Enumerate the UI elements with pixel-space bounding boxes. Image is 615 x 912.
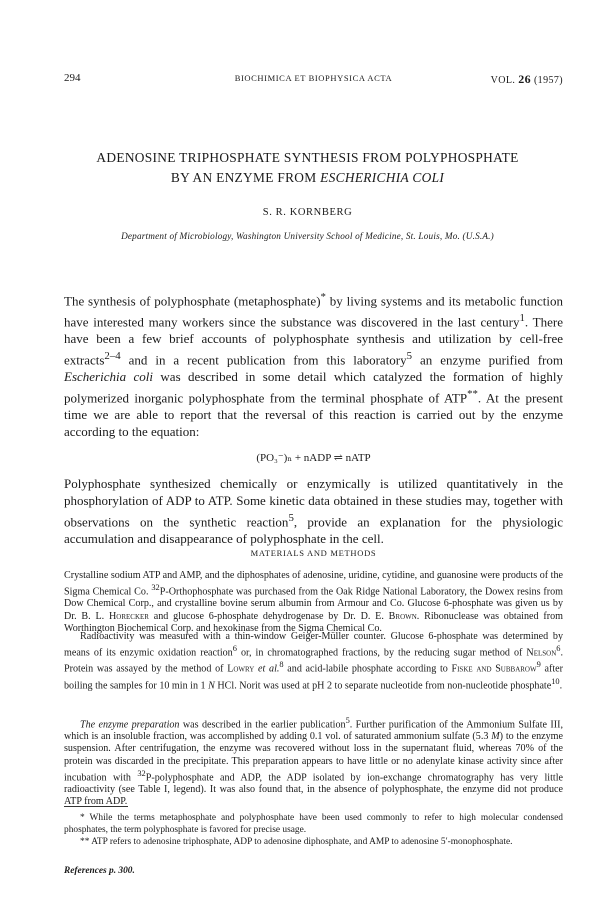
unit-normality: N: [208, 680, 215, 692]
footnote-2: ** ATP refers to adenosine triphosphate, ADP to adenosine diphosphate, and AMP to adenosine 5′-monophosphate.: [80, 837, 513, 847]
isotope-mass: 32: [137, 768, 146, 778]
methods-paragraph-2: [64, 631, 563, 692]
author-affiliation: Department of Microbiology, Washington University School of Medicine, St. Louis, Mo. (U.S.A.): [121, 231, 494, 241]
text-run: and acid-labile phosphate according to: [283, 663, 452, 675]
references-pointer: References p. 300.: [64, 866, 135, 876]
text-run: by living systems and its metabolic function have interested many workers since the substance was discovered in the last century: [64, 293, 564, 330]
volume-info: [491, 72, 563, 87]
run-in-heading: The enzyme preparation: [80, 719, 180, 731]
text-run: .: [559, 680, 563, 692]
person-name: Horecker: [108, 610, 149, 622]
article-title: [40, 148, 575, 188]
section-heading: MATERIALS AND METHODS: [250, 548, 377, 558]
citation: 6: [556, 644, 561, 654]
et-al: et al.: [254, 663, 280, 675]
person-name: Fiske and Subbarow: [451, 663, 537, 675]
citation: 9: [536, 660, 541, 670]
text-run: ) to the enzyme suspension. After centrifugation, the enzyme was recovered without loss in the supernatant fluid, whereas 70% of the protein was discarded in the precipitate. This preparation appears to have little or no adenylate kinase activity since after incubation with: [64, 731, 563, 783]
person-name: Lowry: [227, 663, 255, 675]
reaction-equation: (PO₃⁻)ₙ + nADP ⇌ nATP: [256, 452, 371, 464]
intro-paragraph-2: [64, 476, 563, 548]
text-run: . Protein was assayed by the method of: [64, 647, 563, 675]
text-run: was described in some detail which catalyzed the formation of highly polymerized inorganic polyphosphate from the terminal phosphate of ATP: [64, 369, 563, 406]
text-run: an enzyme purified from: [412, 352, 563, 368]
footnote-marker: **: [467, 387, 478, 400]
title-line-2-prefix: BY AN ENZYME FROM: [170, 170, 321, 185]
unit-molarity: M: [491, 731, 500, 743]
text-run: after boiling the samples for 10 min in 1: [64, 663, 563, 692]
author-name: S. R. KORNBERG: [262, 207, 353, 218]
citation: 5: [406, 350, 413, 363]
text-run: Polyphosphate synthesized chemically or enzymically is utilized quantitatively in the phosphorylation of ADP to ATP. Some kinetic data obtained in these studies may, together with observations on the synthetic reaction: [64, 476, 563, 529]
running-header: [64, 72, 563, 86]
isotope-mass: 32: [151, 583, 160, 593]
volume-year: (1957): [533, 75, 563, 86]
text-run: The synthesis of polyphosphate (metaphosphate): [64, 293, 321, 309]
text-run: P-polyphosphate and ADP, the ADP isolated by ion-exchange chromatography has very little radioactivity (see Table I, legend). It was also found that, in the absence of polyphosphate, the enzyme did not produce ATP from ADP.: [64, 771, 563, 807]
citation: 5: [345, 716, 350, 725]
citation: 6: [232, 644, 237, 654]
text-run: , provide an explanation for the physiologic accumulation and disappearance of polyphosphate in the cell.: [64, 513, 563, 546]
citation: 8: [279, 660, 284, 670]
text-run: or, in chromatographed fractions, by the reducing sugar method of: [236, 647, 527, 659]
title-organism: ESCHERICHIA COLI: [320, 170, 445, 185]
methods-paragraph-1: [64, 570, 563, 635]
text-run: was described in the earlier publication: [179, 719, 346, 731]
text-run: Radioactivity was measured with a thin-window Geiger-Müller counter. Glucose 6-phosphate was determined by means of its enzymic oxidation reaction: [64, 631, 563, 659]
text-run: and in a recent publication from this laboratory: [120, 352, 407, 368]
person-name: Brown: [388, 610, 417, 622]
text-run: HCl. Norit was used at pH 2 to separate nucleotide from non-nucleotide phosphate: [214, 680, 552, 692]
journal-name: BIOCHIMICA ET BIOPHYSICA ACTA: [234, 73, 393, 83]
text-run: . Ribonuclease was obtained from Worthington Biochemical Corp. and hexokinase from the Sigma Chemical Co.: [64, 610, 563, 634]
organism-name: Escherichia coli: [64, 369, 153, 385]
text-run: P-Orthophosphate was purchased from the Oak Ridge National Laboratory, the Dowex resins from Dow Chemical Corp., and crystalline bovine serum albumin from Armour and Co. Glucose 6-phosphate was given us by Dr. B. L.: [64, 586, 563, 622]
text-run: . There have been a few brief accounts of polyphosphate synthesis and utilization by cell-free extracts: [64, 314, 563, 368]
text-run: and glucose 6-phosphate dehydrogenase by Dr. D. E.: [148, 610, 389, 622]
citation: 5: [288, 511, 294, 524]
text-run: Crystalline sodium ATP and AMP, and the diphosphates of adenosine, uridine, cytidine, and guanosine were products of the Sigma Chemical Co.: [64, 570, 563, 598]
text-run: . Further purification of the Ammonium Sulfate III, which is an insoluble fraction, was accomplished by adding 0.1 vol. of saturated ammonium sulfate (5.3: [64, 719, 563, 743]
footnote-1: * While the terms metaphosphate and polyphosphate have been used commonly to refer to high molecular condensed phosphates, the term polyphosphate is favored for precise usage.: [64, 813, 563, 835]
intro-paragraph-1: [64, 289, 563, 441]
citation: 1: [519, 312, 525, 325]
text-run: . At the present time we are able to report that the reversal of this reaction is carried out by the enzyme according to the equation:: [64, 390, 563, 439]
citation: 2–4: [104, 350, 121, 363]
page-number: 294: [64, 72, 81, 84]
citation: 10: [551, 676, 560, 686]
person-name: Nelson: [526, 647, 557, 659]
title-line-1: ADENOSINE TRIPHOSPHATE SYNTHESIS FROM POLYPHOSPHATE: [96, 150, 519, 165]
volume-number: 26: [518, 72, 532, 86]
volume-label: VOL.: [490, 75, 516, 86]
methods-paragraph-3: [64, 715, 563, 808]
footnote-rule: [64, 806, 128, 807]
footnote-marker: *: [320, 291, 326, 303]
title-line-2: [40, 168, 575, 188]
